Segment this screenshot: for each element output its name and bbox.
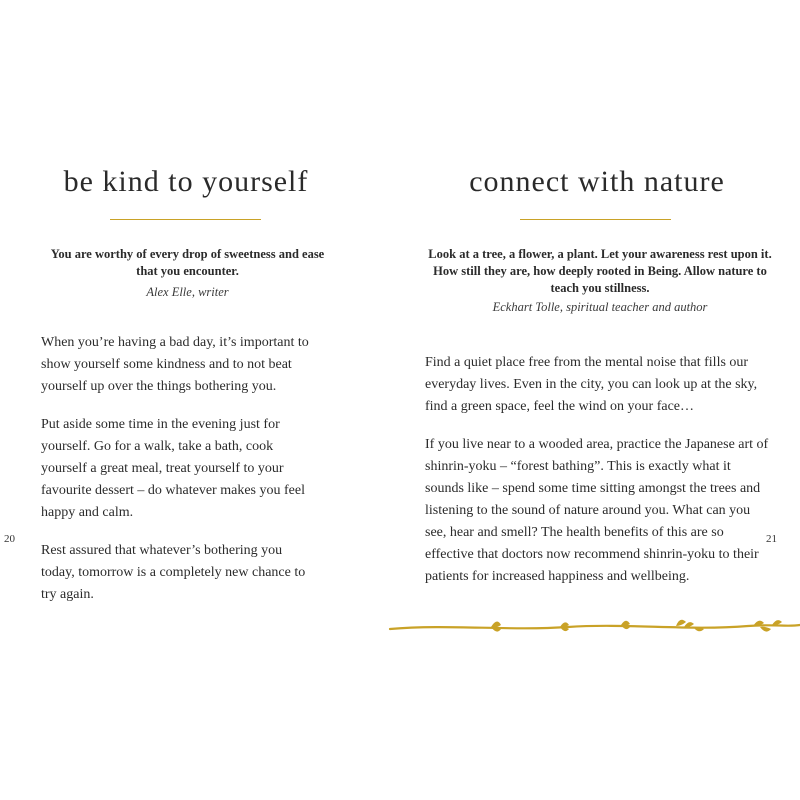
leaf-vine-icon	[388, 612, 800, 642]
epigraph-quote: Look at a tree, a flower, a plant. Let your awareness rest upon it. How still they are, how deeply rooted in Being. Allow nature to teach you stillness.	[428, 247, 772, 295]
body-paragraph: Find a quiet place free from the mental noise that fills our everyday lives. Even in the city, you can look up at the sky, find a green space, feel the wind on your face…	[425, 355, 758, 414]
title-divider	[110, 219, 261, 220]
page-number: 20	[4, 533, 15, 545]
body-text	[425, 352, 770, 604]
body-paragraph: When you’re having a bad day, it’s important to show yourself some kindness and to not beat yourself up over the things bothering you.	[41, 335, 309, 394]
title-divider	[520, 219, 671, 220]
right-page	[400, 0, 800, 800]
body-text	[41, 332, 316, 622]
page-title: be kind to yourself	[63, 165, 309, 198]
page-number: 21	[766, 533, 777, 545]
body-paragraph: If you live near to a wooded area, practice the Japanese art of shinrin-yoku – “forest bathing”. This is exactly what it sounds like – spend some time sitting amongst the trees and listening to the sound of nature around you. What can you see, hear and smell? The health benefits of this are so effective that doctors now recommend shinrin-yoku to their patients for increased happiness and wellbeing.	[425, 437, 769, 584]
epigraph-attribution: Alex Elle, writer	[146, 285, 229, 299]
body-paragraph: Put aside some time in the evening just for yourself. Go for a walk, take a bath, cook yourself a great meal, treat yourself to your favourite dessert – do whatever makes you feel happy and calm.	[41, 417, 305, 520]
page-title: connect with nature	[469, 165, 725, 198]
epigraph-quote: You are worthy of every drop of sweetness and ease that you encounter.	[50, 247, 325, 278]
body-paragraph: Rest assured that whatever’s bothering you today, tomorrow is a completely new chance to try again.	[41, 543, 306, 602]
epigraph-attribution: Eckhart Tolle, spiritual teacher and author	[492, 300, 708, 314]
